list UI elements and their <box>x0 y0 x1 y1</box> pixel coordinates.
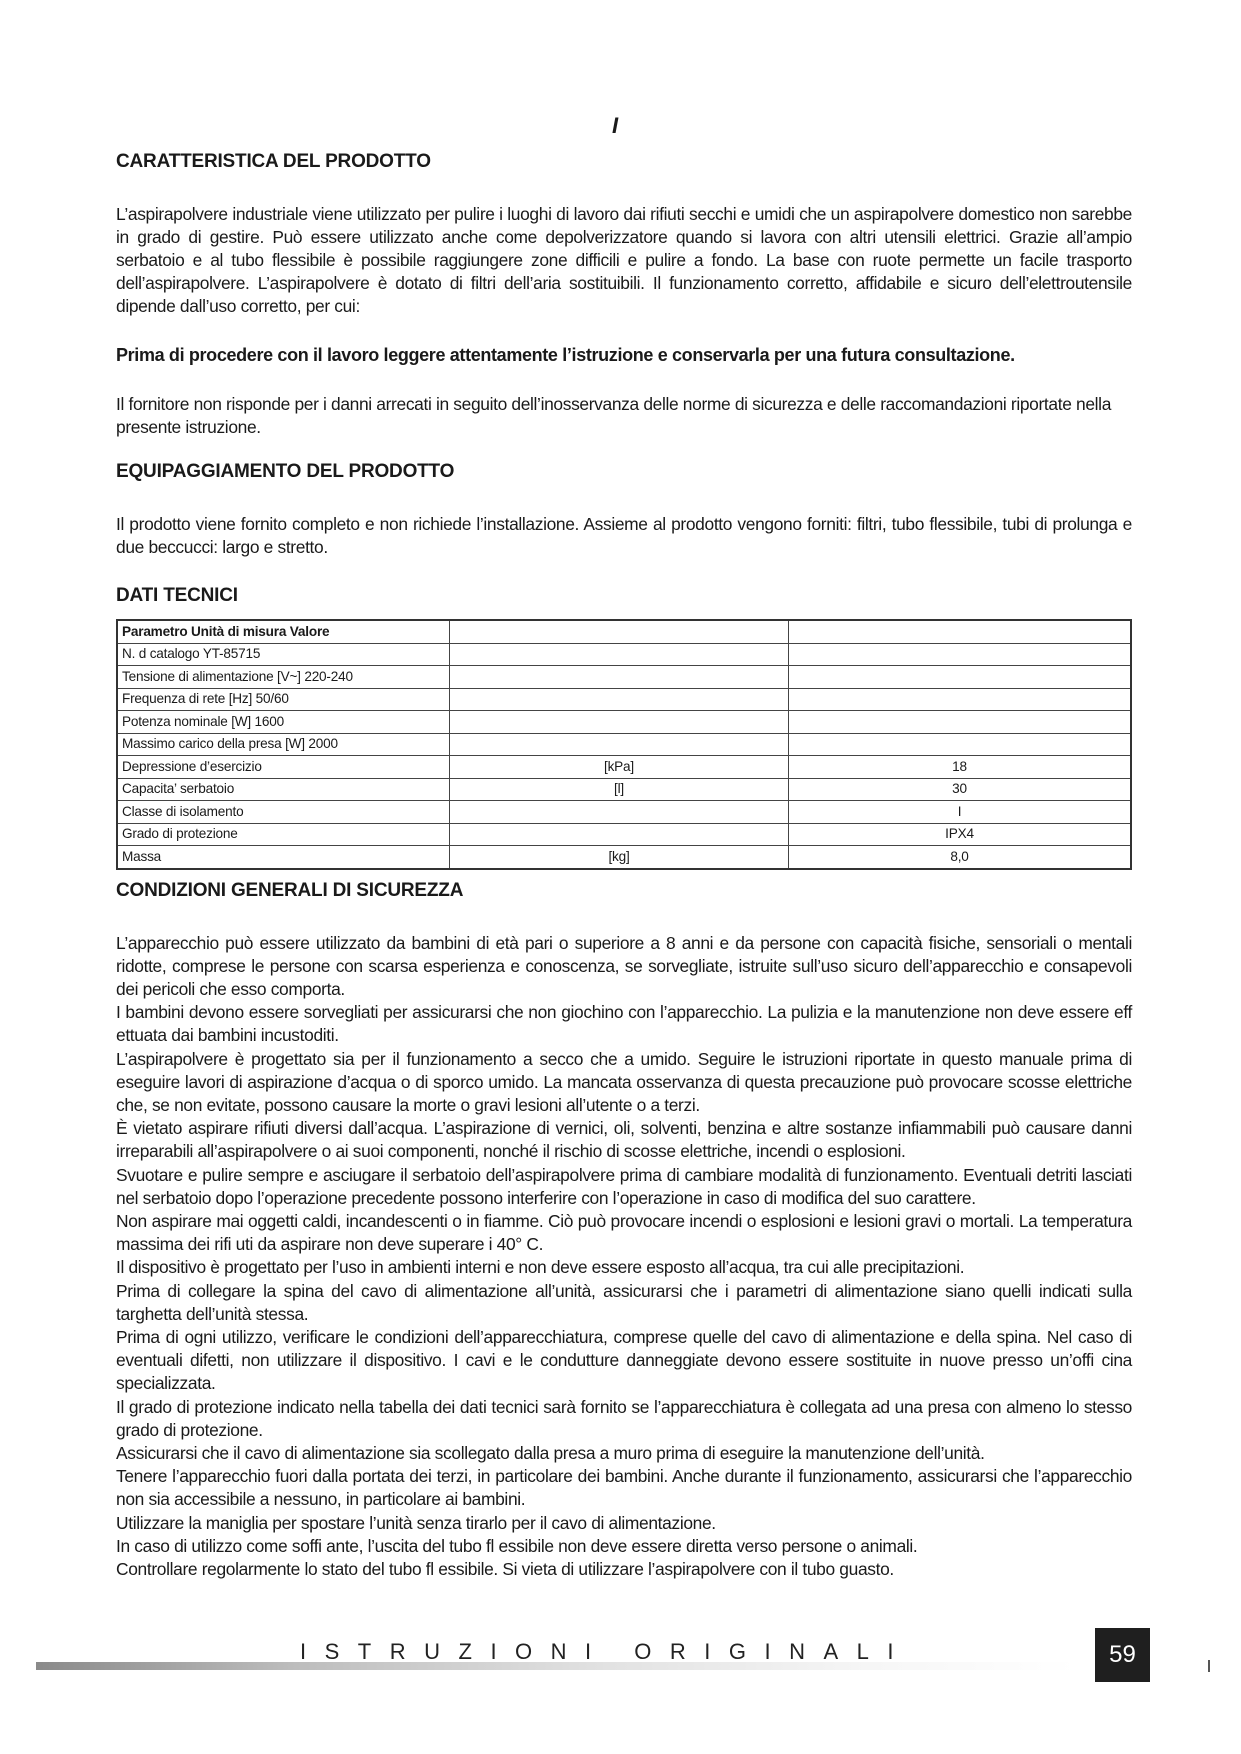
safety-paragraph: L’aspirapolvere è progettato sia per il funzionamento a secco che a umido. Seguire le istruzioni riportate in questo manuale prima di eseguire lavori di aspirazione d’acqua o di sporco umido. La mancata osservanza di questa precauzione può provocare scosse elettriche che, se non evitate, possono causare la morte o gravi lesioni all’utente o a terzi. <box>116 1048 1132 1115</box>
safety-paragraph: Svuotare e pulire sempre e asciugare il serbatoio dell’aspirapolvere prima di cambiare modalità di funzionamento. Eventuali detriti lasciati nel serbatoio dopo l’operazione precedente possono interferire con l’operazione in caso di modifica del suo carattere. <box>116 1164 1132 1208</box>
table-cell: Potenza nominale [W] 1600 <box>117 711 450 734</box>
section-title-safety: CONDIZIONI GENERALI DI SICUREZZA <box>116 879 464 901</box>
table-cell <box>450 823 789 846</box>
table-cell <box>789 688 1132 711</box>
section-title-specs: DATI TECNICI <box>116 585 238 606</box>
table-cell: Massimo carico della presa [W] 2000 <box>117 733 450 756</box>
table-cell <box>789 666 1132 689</box>
table-row <box>117 620 1131 643</box>
section-title-product: CARATTERISTICA DEL PRODOTTO <box>116 151 431 172</box>
safety-paragraph: Prima di ogni utilizzo, verificare le condizioni dell’apparecchiatura, comprese quelle del cavo di alimentazione e della spina. Nel caso di eventuali difetti, non utilizzare il dispositivo. I cavi e le condutture danneggiate devono essere sostituite in nuove presso un’offi cina specializzata. <box>116 1326 1132 1394</box>
table-cell: [kPa] <box>450 756 789 779</box>
table-cell: Capacita’ serbatoio <box>117 778 450 801</box>
table-row <box>117 801 1131 824</box>
safety-paragraph: Assicurarsi che il cavo di alimentazione sia scollegato dalla presa a muro prima di eseguire la manutenzione dell’unità. <box>116 1442 985 1463</box>
table-cell <box>450 643 789 666</box>
table-row <box>117 846 1131 869</box>
safety-paragraph: Il grado di protezione indicato nella tabella dei dati tecnici sarà fornito se l’apparecchiatura è collegata ad una presa con almeno lo stesso grado di protezione. <box>116 1396 1132 1440</box>
table-cell: 18 <box>789 756 1132 779</box>
table-cell: Frequenza di rete [Hz] 50/60 <box>117 688 450 711</box>
specs-table <box>116 619 1132 870</box>
table-cell <box>450 711 789 734</box>
table-cell <box>450 620 789 643</box>
table-cell: [l] <box>450 778 789 801</box>
read-instructions-warning: Prima di procedere con il lavoro leggere attentamente l’istruzione e conservarla per una futura consultazione. <box>116 345 1015 365</box>
table-row <box>117 733 1131 756</box>
equipment-description: Il prodotto viene fornito completo e non richiede l’installazione. Assieme al prodotto vengono forniti: filtri, tubo flessibile, tubi di prolunga e due beccucci: largo e stretto. <box>116 514 1132 557</box>
footer-title: ISTRUZIONI ORIGINALI <box>300 1639 913 1664</box>
page-number: 59 <box>1095 1628 1150 1682</box>
table-row <box>117 666 1131 689</box>
safety-paragraph: Non aspirare mai oggetti caldi, incandescenti o in fiamme. Ciò può provocare incendi o esplosioni e lesioni gravi o mortali. La temperatura massima dei rifi uti da aspirare non deve superare i 40° C. <box>116 1210 1132 1255</box>
table-row <box>117 823 1131 846</box>
table-row <box>117 711 1131 734</box>
table-cell <box>450 666 789 689</box>
table-cell: IPX4 <box>789 823 1132 846</box>
table-cell <box>789 733 1132 756</box>
safety-paragraph: Utilizzare la maniglia per spostare l’unità senza tirarlo per il cavo di alimentazione. <box>116 1512 716 1533</box>
table-cell <box>450 733 789 756</box>
safety-paragraph: Prima di collegare la spina del cavo di alimentazione all’unità, assicurarsi che i parametri di alimentazione siano quelli indicati sulla targhetta dell’unità stessa. <box>116 1280 1132 1324</box>
table-cell: Massa <box>117 846 450 869</box>
table-row <box>117 643 1131 666</box>
table-cell: Classe di isolamento <box>117 801 450 824</box>
product-description: L’aspirapolvere industriale viene utilizzato per pulire i luoghi di lavoro dai rifiuti secchi e umidi che un aspirapolvere domestico non sarebbe in grado di gestire. Può essere utilizzato anche come depolverizzatore quando si lavora con altri utensili elettrici. Grazie all’ampio serbatoio e al tubo flessibile è possibile raggiungere zone difficili e pulire a fondo. La base con ruote permette un facile trasporto dell’aspirapolvere. L’aspirapolvere è dotato di filtri dell’aria sostituibili. Il funzionamento corretto, affidabile e sicuro dell’elettroutensile dipende dall’uso corretto, per cui: <box>116 204 1132 316</box>
safety-paragraph: L’apparecchio può essere utilizzato da bambini di età pari o superiore a 8 anni e da persone con capacità fisiche, sensoriali o mentali ridotte, comprese le persone con scarsa esperienza e conoscenza, se sorvegliate, istruite sull’uso sicuro dell’apparecchio e consapevoli dei pericoli che esso comporta. <box>116 932 1132 999</box>
table-cell <box>789 643 1132 666</box>
section-title-equipment: EQUIPAGGIAMENTO DEL PRODOTTO <box>116 461 455 482</box>
table-cell: Parametro Unità di misura Valore <box>117 620 450 643</box>
table-row <box>117 756 1131 779</box>
table-cell: N. d catalogo YT-85715 <box>117 643 450 666</box>
language-mark: I <box>612 113 619 138</box>
side-tick-mark <box>1208 1660 1210 1672</box>
table-cell <box>789 711 1132 734</box>
table-cell <box>789 620 1132 643</box>
table-row <box>117 688 1131 711</box>
safety-paragraph: I bambini devono essere sorvegliati per assicurarsi che non giochino con l’apparecchio. La pulizia e la manutenzione non deve essere eff ettuata dai bambini incustoditi. <box>116 1002 1132 1046</box>
table-cell: 8,0 <box>789 846 1132 869</box>
table-cell: Depressione d’esercizio <box>117 756 450 779</box>
table-cell: Tensione di alimentazione [V~] 220-240 <box>117 666 450 689</box>
table-cell: 30 <box>789 778 1132 801</box>
table-cell: Grado di protezione <box>117 823 450 846</box>
safety-paragraph: Tenere l’apparecchio fuori dalla portata dei terzi, in particolare dei bambini. Anche durante il funzionamento, assicurarsi che l’apparecchio non sia accessibile a nessuno, in particolare ai bambini. <box>116 1466 1132 1510</box>
table-cell: [kg] <box>450 846 789 869</box>
safety-paragraph: Controllare regolarmente lo stato del tubo fl essibile. Si vieta di utilizzare l’aspirapolvere con il tubo guasto. <box>116 1558 894 1579</box>
table-cell <box>450 801 789 824</box>
table-row <box>117 778 1131 801</box>
page-content <box>116 148 1132 1581</box>
liability-note: Il fornitore non risponde per i danni arrecati in seguito dell’inosservanza delle norme di sicurezza e delle raccomandazioni riportate nella presente istruzione. <box>116 394 1112 437</box>
safety-paragraph: È vietato aspirare rifiuti diversi dall’acqua. L’aspirazione di vernici, oli, solventi, benzina e altre sostanze infiammabili può causare danni irreparabili all’aspirapolvere o ai suoi componenti, nonché il rischio di scosse elettriche, incendi o esplosioni. <box>116 1118 1132 1162</box>
table-cell <box>450 688 789 711</box>
safety-paragraph: Il dispositivo è progettato per l’uso in ambienti interni e non deve essere esposto all’acqua, tra cui alle precipitazioni. <box>116 1257 965 1278</box>
safety-text <box>116 932 1132 1582</box>
safety-paragraph: In caso di utilizzo come soffi ante, l’uscita del tubo fl essibile non deve essere diretta verso persone o animali. <box>116 1535 918 1556</box>
table-cell: I <box>789 801 1132 824</box>
